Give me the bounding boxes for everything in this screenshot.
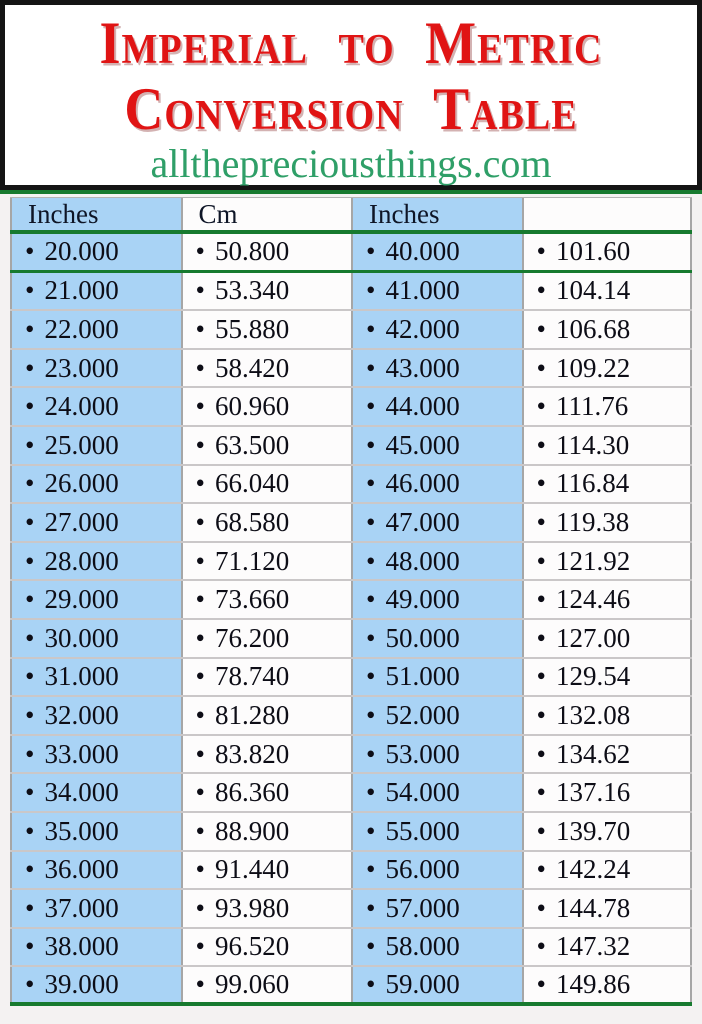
table-row — [10, 620, 692, 659]
bullet-icon: • — [195, 468, 205, 499]
cell-value: 50.800 — [214, 236, 290, 267]
cell-value: 111.76 — [555, 391, 629, 422]
cell-value: 53.340 — [214, 275, 290, 306]
page-title-line1: Imperial to Metric — [99, 9, 603, 77]
cm-cell — [181, 620, 352, 657]
cm-cell — [181, 659, 352, 696]
cell-value: 36.000 — [44, 854, 119, 885]
inches-cell — [10, 774, 181, 811]
cell-value: 132.08 — [555, 699, 631, 730]
cm-cell — [522, 543, 693, 580]
bullet-icon: • — [25, 854, 35, 885]
cm-cell — [181, 736, 352, 773]
column-header-cm-left: Cm — [181, 198, 352, 230]
inches-cell — [10, 890, 181, 927]
inches-cell — [351, 581, 522, 618]
cm-cell — [181, 234, 352, 270]
bullet-icon: • — [536, 815, 546, 846]
cell-value: 50.000 — [385, 622, 460, 653]
cm-cell — [522, 311, 693, 348]
cell-value: 22.000 — [44, 313, 119, 344]
cell-value: 44.000 — [385, 391, 460, 422]
cell-value: 27.000 — [44, 506, 119, 537]
cm-cell — [181, 697, 352, 734]
cell-value: 49.000 — [385, 584, 460, 615]
cell-value: 109.22 — [555, 352, 631, 383]
cell-value: 46.000 — [385, 468, 460, 499]
cell-value: 35.000 — [44, 815, 119, 846]
cm-cell — [181, 466, 352, 503]
bullet-icon: • — [25, 815, 35, 846]
table-row — [10, 967, 692, 1006]
cm-cell — [522, 929, 693, 966]
bullet-icon: • — [366, 313, 376, 344]
bullet-icon: • — [366, 969, 376, 1000]
cell-value: 28.000 — [44, 545, 119, 576]
bullet-icon: • — [195, 313, 205, 344]
bullet-icon: • — [195, 931, 205, 962]
cm-cell — [522, 813, 693, 850]
cell-value: 56.000 — [385, 854, 460, 885]
conversion-table — [10, 197, 692, 1006]
table-row — [10, 311, 692, 350]
cm-cell — [181, 273, 352, 310]
bullet-icon: • — [366, 352, 376, 383]
cell-value: 101.60 — [555, 236, 631, 267]
inches-cell — [351, 774, 522, 811]
cell-value: 124.46 — [555, 584, 631, 615]
cm-cell — [181, 581, 352, 618]
bullet-icon: • — [25, 777, 35, 808]
inches-cell — [10, 620, 181, 657]
cell-value: 116.84 — [555, 468, 630, 499]
cell-value: 30.000 — [44, 622, 119, 653]
cell-value: 48.000 — [385, 545, 460, 576]
cell-value: 41.000 — [385, 275, 460, 306]
cell-value: 37.000 — [44, 892, 119, 923]
table-header-row — [10, 197, 692, 234]
bullet-icon: • — [536, 584, 546, 615]
cm-cell — [181, 890, 352, 927]
bullet-icon: • — [195, 777, 205, 808]
bullet-icon: • — [366, 506, 376, 537]
cell-value: 58.000 — [385, 931, 460, 962]
table-row — [10, 659, 692, 698]
table-row — [10, 929, 692, 968]
cell-value: 32.000 — [44, 699, 119, 730]
cell-value: 127.00 — [555, 622, 631, 653]
table-row — [10, 852, 692, 891]
table-row — [10, 427, 692, 466]
inches-cell — [351, 736, 522, 773]
cell-value: 40.000 — [385, 236, 460, 267]
inches-cell — [351, 273, 522, 310]
cm-cell — [181, 504, 352, 541]
website-url: allthepreciousthings.com — [150, 140, 552, 186]
cm-cell — [522, 273, 693, 310]
cell-value: 33.000 — [44, 738, 119, 769]
bullet-icon: • — [195, 738, 205, 769]
bullet-icon: • — [366, 545, 376, 576]
cm-cell — [522, 234, 693, 270]
bullet-icon: • — [536, 313, 546, 344]
bullet-icon: • — [195, 545, 205, 576]
inches-cell — [351, 388, 522, 425]
inches-cell — [10, 659, 181, 696]
cell-value: 129.54 — [555, 661, 631, 692]
bullet-icon: • — [536, 468, 546, 499]
cell-value: 39.000 — [44, 969, 119, 1000]
table-row — [10, 543, 692, 582]
bullet-icon: • — [536, 738, 546, 769]
bullet-icon: • — [536, 777, 546, 808]
cell-value: 71.120 — [214, 545, 290, 576]
cell-value: 139.70 — [555, 815, 631, 846]
table-row — [10, 350, 692, 389]
bullet-icon: • — [366, 815, 376, 846]
cm-cell — [522, 659, 693, 696]
cm-cell — [181, 852, 352, 889]
cm-cell — [181, 929, 352, 966]
cm-cell — [522, 504, 693, 541]
cell-value: 68.580 — [214, 506, 290, 537]
bullet-icon: • — [536, 931, 546, 962]
cm-cell — [522, 890, 693, 927]
cell-value: 142.24 — [555, 854, 631, 885]
bullet-icon: • — [25, 429, 35, 460]
inches-cell — [10, 273, 181, 310]
bullet-icon: • — [366, 429, 376, 460]
inches-cell — [10, 466, 181, 503]
bullet-icon: • — [536, 699, 546, 730]
table-row — [10, 697, 692, 736]
cell-value: 47.000 — [385, 506, 460, 537]
cm-cell — [522, 581, 693, 618]
divider-line — [0, 190, 702, 194]
cell-value: 104.14 — [555, 275, 631, 306]
bullet-icon: • — [25, 584, 35, 615]
bullet-icon: • — [25, 931, 35, 962]
cell-value: 43.000 — [385, 352, 460, 383]
bullet-icon: • — [536, 969, 546, 1000]
inches-cell — [351, 466, 522, 503]
table-row — [10, 774, 692, 813]
bullet-icon: • — [366, 738, 376, 769]
cell-value: 86.360 — [214, 777, 290, 808]
cell-value: 63.500 — [214, 429, 290, 460]
inches-cell — [10, 581, 181, 618]
bullet-icon: • — [366, 931, 376, 962]
cm-cell — [181, 813, 352, 850]
cell-value: 91.440 — [214, 854, 290, 885]
cm-cell — [522, 620, 693, 657]
column-header-inches-right: Inches — [351, 198, 522, 230]
cm-cell — [181, 543, 352, 580]
cell-value: 78.740 — [214, 661, 290, 692]
inches-cell — [10, 736, 181, 773]
inches-cell — [351, 929, 522, 966]
cell-value: 25.000 — [44, 429, 119, 460]
cm-cell — [522, 736, 693, 773]
bullet-icon: • — [25, 622, 35, 653]
inches-cell — [10, 697, 181, 734]
bullet-icon: • — [25, 969, 35, 1000]
bullet-icon: • — [195, 854, 205, 885]
bullet-icon: • — [536, 545, 546, 576]
bullet-icon: • — [366, 275, 376, 306]
inches-cell — [10, 311, 181, 348]
bullet-icon: • — [366, 854, 376, 885]
cm-cell — [522, 350, 693, 387]
inches-cell — [351, 504, 522, 541]
bullet-icon: • — [25, 275, 35, 306]
cell-value: 73.660 — [214, 584, 290, 615]
table-row — [10, 890, 692, 929]
bullet-icon: • — [195, 969, 205, 1000]
bullet-icon: • — [25, 892, 35, 923]
cell-value: 31.000 — [44, 661, 119, 692]
bullet-icon: • — [195, 815, 205, 846]
table-row — [10, 581, 692, 620]
inches-cell — [10, 504, 181, 541]
bullet-icon: • — [25, 313, 35, 344]
bullet-icon: • — [366, 892, 376, 923]
bullet-icon: • — [195, 892, 205, 923]
cell-value: 51.000 — [385, 661, 460, 692]
bullet-icon: • — [366, 661, 376, 692]
cell-value: 76.200 — [214, 622, 290, 653]
cell-value: 83.820 — [214, 738, 290, 769]
cell-value: 114.30 — [555, 429, 630, 460]
table-body — [10, 234, 692, 1006]
cm-cell — [522, 774, 693, 811]
cell-value: 57.000 — [385, 892, 460, 923]
cell-value: 53.000 — [385, 738, 460, 769]
bullet-icon: • — [25, 545, 35, 576]
bullet-icon: • — [195, 429, 205, 460]
inches-cell — [10, 967, 181, 1002]
table-row — [10, 813, 692, 852]
table-row — [10, 388, 692, 427]
inches-cell — [10, 813, 181, 850]
inches-cell — [10, 427, 181, 464]
column-header-cm-right — [522, 198, 693, 230]
inches-cell — [351, 234, 522, 270]
table-row — [10, 504, 692, 543]
bullet-icon: • — [536, 391, 546, 422]
inches-cell — [351, 890, 522, 927]
cm-cell — [522, 388, 693, 425]
cell-value: 55.880 — [214, 313, 290, 344]
bullet-icon: • — [195, 661, 205, 692]
cell-value: 23.000 — [44, 352, 119, 383]
cell-value: 147.32 — [555, 931, 631, 962]
inches-cell — [351, 697, 522, 734]
inches-cell — [10, 852, 181, 889]
cm-cell — [181, 774, 352, 811]
cell-value: 119.38 — [555, 506, 630, 537]
bullet-icon: • — [536, 429, 546, 460]
bullet-icon: • — [536, 892, 546, 923]
bullet-icon: • — [366, 777, 376, 808]
cell-value: 42.000 — [385, 313, 460, 344]
cm-cell — [522, 697, 693, 734]
table-row — [10, 466, 692, 505]
cell-value: 55.000 — [385, 815, 460, 846]
cell-value: 58.420 — [214, 352, 290, 383]
bullet-icon: • — [25, 661, 35, 692]
cell-value: 26.000 — [44, 468, 119, 499]
inches-cell — [351, 659, 522, 696]
cell-value: 149.86 — [555, 969, 631, 1000]
cm-cell — [181, 311, 352, 348]
bullet-icon: • — [25, 738, 35, 769]
bullet-icon: • — [536, 352, 546, 383]
cell-value: 21.000 — [44, 275, 119, 306]
inches-cell — [10, 543, 181, 580]
title-box — [0, 0, 702, 190]
cell-value: 60.960 — [214, 391, 290, 422]
bullet-icon: • — [366, 699, 376, 730]
inches-cell — [351, 967, 522, 1002]
bullet-icon: • — [25, 352, 35, 383]
cm-cell — [522, 427, 693, 464]
cell-value: 137.16 — [555, 777, 631, 808]
cell-value: 96.520 — [214, 931, 290, 962]
cell-value: 88.900 — [214, 815, 290, 846]
inches-cell — [351, 620, 522, 657]
cm-cell — [522, 466, 693, 503]
cell-value: 106.68 — [555, 313, 631, 344]
inches-cell — [10, 388, 181, 425]
bullet-icon: • — [195, 506, 205, 537]
bullet-icon: • — [25, 236, 35, 267]
cell-value: 81.280 — [214, 699, 290, 730]
bullet-icon: • — [366, 236, 376, 267]
bullet-icon: • — [366, 584, 376, 615]
bullet-icon: • — [195, 584, 205, 615]
inches-cell — [10, 929, 181, 966]
bullet-icon: • — [25, 506, 35, 537]
page-title-line2: Conversion Table — [124, 75, 578, 143]
bullet-icon: • — [195, 275, 205, 306]
bullet-icon: • — [195, 352, 205, 383]
table-row — [10, 273, 692, 312]
bullet-icon: • — [25, 468, 35, 499]
cell-value: 34.000 — [44, 777, 119, 808]
inches-cell — [351, 543, 522, 580]
inches-cell — [351, 311, 522, 348]
cell-value: 29.000 — [44, 584, 119, 615]
inches-cell — [10, 350, 181, 387]
cm-cell — [181, 427, 352, 464]
bullet-icon: • — [536, 854, 546, 885]
bullet-icon: • — [366, 391, 376, 422]
cell-value: 38.000 — [44, 931, 119, 962]
cm-cell — [181, 388, 352, 425]
column-header-inches-left: Inches — [10, 198, 181, 230]
bullet-icon: • — [536, 661, 546, 692]
table-row — [10, 234, 692, 273]
bullet-icon: • — [536, 275, 546, 306]
bullet-icon: • — [25, 391, 35, 422]
cm-cell — [522, 852, 693, 889]
cell-value: 52.000 — [385, 699, 460, 730]
table-row — [10, 736, 692, 775]
cell-value: 66.040 — [214, 468, 290, 499]
cell-value: 144.78 — [555, 892, 631, 923]
cell-value: 134.62 — [555, 738, 631, 769]
inches-cell — [351, 427, 522, 464]
cm-cell — [181, 967, 352, 1002]
bullet-icon: • — [366, 622, 376, 653]
cell-value: 121.92 — [555, 545, 631, 576]
cell-value: 99.060 — [214, 969, 290, 1000]
cm-cell — [522, 967, 693, 1002]
bullet-icon: • — [195, 236, 205, 267]
cell-value: 45.000 — [385, 429, 460, 460]
bullet-icon: • — [536, 622, 546, 653]
bullet-icon: • — [195, 622, 205, 653]
inches-cell — [351, 350, 522, 387]
cell-value: 24.000 — [44, 391, 119, 422]
inches-cell — [10, 234, 181, 270]
bullet-icon: • — [536, 506, 546, 537]
cell-value: 54.000 — [385, 777, 460, 808]
inches-cell — [351, 852, 522, 889]
cell-value: 20.000 — [44, 236, 119, 267]
bullet-icon: • — [195, 391, 205, 422]
cell-value: 59.000 — [385, 969, 460, 1000]
inches-cell — [351, 813, 522, 850]
cm-cell — [181, 350, 352, 387]
bullet-icon: • — [25, 699, 35, 730]
cell-value: 93.980 — [214, 892, 290, 923]
bullet-icon: • — [536, 236, 546, 267]
bullet-icon: • — [366, 468, 376, 499]
bullet-icon: • — [195, 699, 205, 730]
